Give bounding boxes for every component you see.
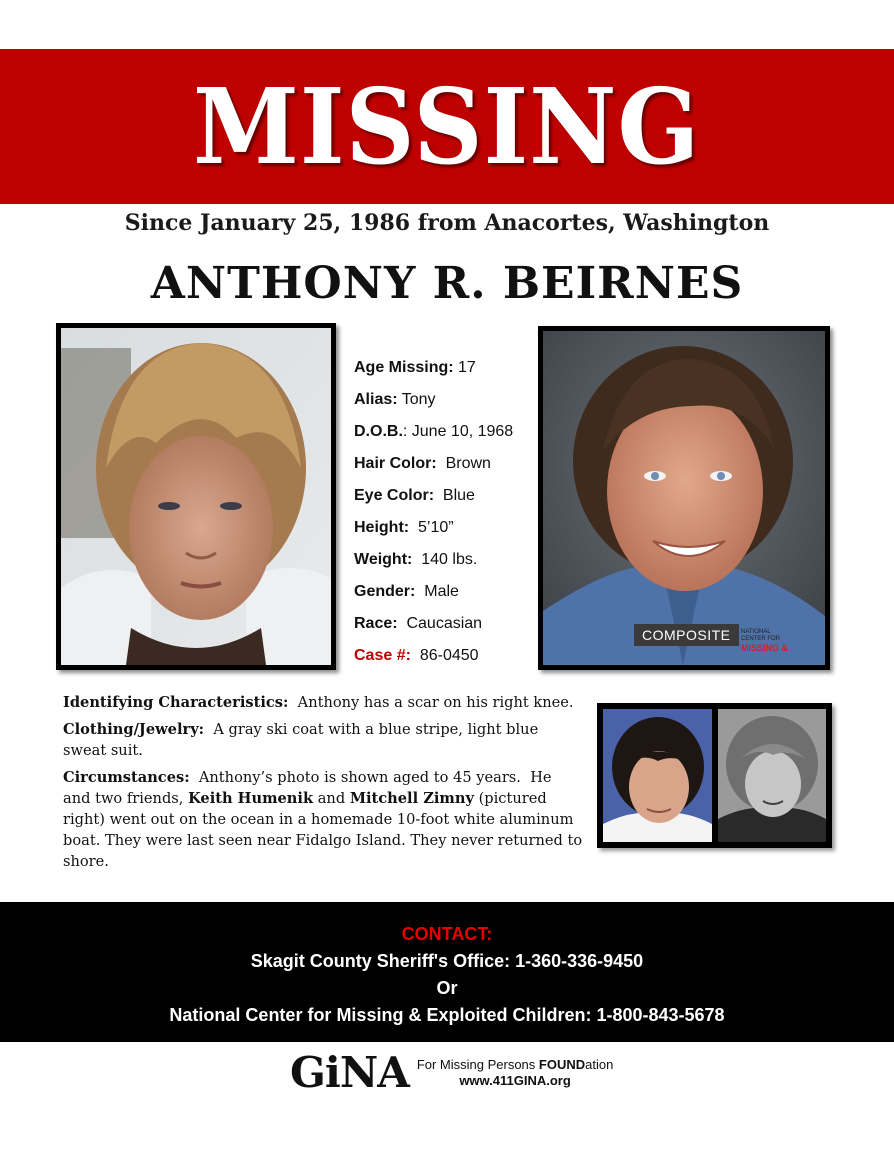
gina-url-link[interactable]: www.411GINA.org xyxy=(459,1072,571,1088)
fact-race: Race: Caucasian xyxy=(354,615,483,632)
clothing-jewelry: Clothing/Jewelry: A gray ski coat with a blue stripe, light blue sweat suit. xyxy=(63,721,543,759)
fact-dob: D.O.B.: June 10, 1968 xyxy=(354,423,514,440)
physical-description-list xyxy=(354,352,534,672)
fact-age-missing: Age Missing: 17 xyxy=(354,359,476,376)
case-details xyxy=(63,692,583,878)
fact-gender: Gender: Male xyxy=(354,583,459,600)
identifying-characteristics: Identifying Characteristics: Anthony has a scar on his right knee. xyxy=(63,694,574,711)
contact-ncmec: National Center for Missing & Exploited Children: 1-800-843-5678 xyxy=(169,1005,725,1025)
contact-title: CONTACT: xyxy=(401,924,493,944)
portrait-teen-image xyxy=(61,328,331,665)
friends-photos xyxy=(597,703,832,848)
person-name: ANTHONY R. BEIRNES xyxy=(150,258,744,309)
fact-weight: Weight: 140 lbs. xyxy=(354,551,478,568)
contact-section xyxy=(0,902,894,1042)
photo-age-progressed xyxy=(538,326,830,670)
fact-case-number: Case #: 86-0450 xyxy=(354,647,479,664)
fact-eye-color: Eye Color: Blue xyxy=(354,487,475,504)
gina-tagline: For Missing Persons FOUNDation www.411GINA.org xyxy=(416,1056,614,1088)
gina-foundation-footer xyxy=(290,1047,630,1097)
contact-sheriff: Skagit County Sheriff's Office: 1-360-336-9450 xyxy=(250,951,644,971)
composite-badge: COMPOSITE xyxy=(634,624,739,646)
missing-banner xyxy=(0,49,894,204)
fact-alias: Alias: Tony xyxy=(354,391,436,408)
friend-photo-keith-humenik xyxy=(603,709,712,842)
banner-title: MISSING xyxy=(193,64,701,188)
portrait-composite-image xyxy=(543,331,825,665)
fact-height: Height: 5’10” xyxy=(354,519,454,536)
circumstances: Circumstances: Anthony’s photo is shown aged to 45 years. He and two friends, Keith Humenik and Mitchell Zimny (pictured right) went out on the ocean in a homemade 10-foot white aluminum boat. They were last seen near Fidalgo Island. They never returned to shore. xyxy=(63,769,583,870)
friend-photo-mitchell-zimny xyxy=(718,709,826,842)
photo-original xyxy=(56,323,336,670)
contact-or: Or xyxy=(436,978,458,998)
fact-hair-color: Hair Color: Brown xyxy=(354,455,491,472)
ncmec-watermark: NATIONAL CENTER FOR MISSING & xyxy=(741,629,789,653)
gina-logo: GiNA xyxy=(290,1047,409,1097)
missing-since-subtitle: Since January 25, 1986 from Anacortes, Washington xyxy=(124,210,770,236)
